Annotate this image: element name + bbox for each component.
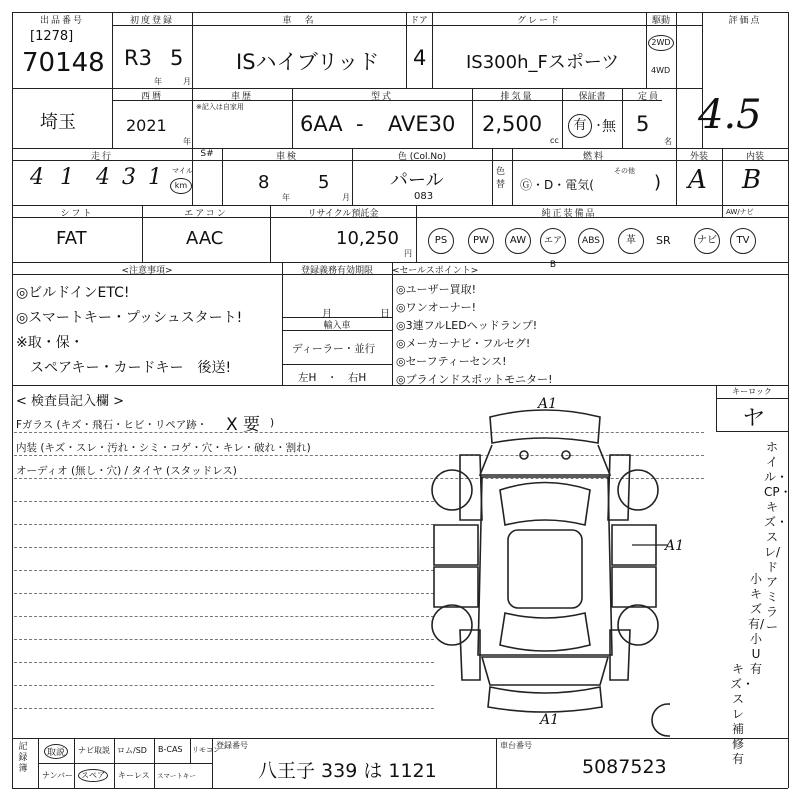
spare-key-item: スペア [78, 769, 108, 782]
recycle-amount: 10,250 [336, 228, 399, 249]
caution-item-2: ◎スマートキー・プッシュスタート! [16, 310, 243, 326]
exterior-grade: A [688, 165, 707, 195]
year-unit: 年 [154, 77, 162, 86]
warranty-label: 保証書 [578, 92, 606, 102]
equipment-aw: AW [505, 228, 531, 254]
equipment-navi: ナビ [694, 228, 720, 254]
keylock-label: キーロック [732, 387, 772, 396]
shaken-year: 8 [258, 172, 270, 193]
import-source: ディーラー・並行 [292, 343, 376, 355]
drive-label: 駆動 [651, 16, 670, 26]
equipment-leather: 革 [618, 228, 644, 254]
color-name: パール [390, 170, 444, 191]
month-unit: 月 [183, 77, 191, 86]
interior-label: 内装 [745, 152, 764, 162]
lot-label: 出品番号 [39, 16, 84, 26]
color-change: 色替 [496, 167, 506, 190]
caution-item-1: ◎ビルドインETC! [16, 285, 130, 301]
recycle-label: リサイクル預託金 [307, 209, 379, 219]
car-name-label: 車 名 [282, 16, 316, 26]
shaken-year-unit: 年 [282, 193, 290, 202]
mileage-label: 走行 [90, 152, 113, 162]
car-name: ISハイブリッド [236, 50, 380, 74]
side-note-2: 小キズ有/小U有 [748, 572, 765, 676]
displacement-label: 排気量 [500, 92, 534, 102]
mileage-digit-4: 3 [122, 165, 136, 190]
number-item: ナンバー [42, 771, 74, 780]
mileage-digit-5: 1 [148, 165, 162, 190]
footer-side-label: 記録簿 [18, 742, 28, 774]
remote-item: リモコン [192, 746, 220, 754]
capacity-unit: 名 [664, 137, 672, 146]
damage-mark-front: A1 [538, 396, 558, 412]
region: 埼玉 [40, 112, 76, 133]
warranty-yes: 有 [568, 114, 592, 138]
grade-label: グレード [516, 16, 561, 26]
score-value: 4.5 [698, 92, 762, 138]
inspection-glass-end: ) [270, 417, 275, 429]
western-year-label: 西暦 [140, 92, 163, 102]
registration-month: 月 [322, 309, 332, 320]
plate-number: 八王子 339 は 1121 [258, 760, 437, 782]
model-label: 型式 [370, 92, 393, 102]
sales-item-2: ◎ワンオーナー! [396, 301, 477, 314]
first-reg-month: 5 [170, 46, 184, 70]
warranty-separator: ・ [593, 119, 604, 132]
color-number: 083 [414, 191, 434, 202]
displacement: 2,500 [482, 112, 543, 136]
shaken-month-unit: 月 [342, 193, 350, 202]
displacement-unit: cc [550, 136, 559, 145]
capacity-label: 定員 [637, 92, 660, 102]
handle-side: 左H ・ 右H [298, 372, 367, 384]
warranty-no: 無 [602, 119, 616, 135]
damage-mark-right: A1 [665, 538, 685, 554]
equipment-tv: TV [730, 228, 756, 254]
manual-item: 取説 [44, 744, 68, 759]
shaken-month: 5 [318, 172, 330, 193]
shift: FAT [56, 228, 87, 249]
equipment-ps: PS [428, 228, 454, 254]
first-reg-era: R3 [124, 46, 152, 70]
keyless-item: キーレス [118, 771, 150, 780]
sales-label: <セールスポイント> [392, 266, 479, 276]
mileage-unit-mile: マイル [172, 167, 193, 175]
drive-2wd: 2WD [648, 35, 674, 51]
sales-item-3: ◎3連フルLEDヘッドランプ! [396, 319, 538, 332]
inspection-glass: Fガラス (キズ・飛石・ヒビ・リペア跡・ [16, 419, 208, 431]
chassis-label: 車台番号 [500, 741, 532, 750]
lot-number: 70148 [22, 48, 105, 78]
score-label: 評価点 [728, 16, 762, 26]
mileage-unit-km: km [170, 178, 192, 194]
mileage-digit-3: 4 [96, 165, 110, 190]
side-note-3: キズ・スレ補修有 [730, 662, 755, 766]
lot-sub-number: [1278] [30, 29, 74, 44]
damage-mark-rear: A1 [540, 712, 560, 728]
mileage-digit-1: 4 [30, 165, 44, 190]
equipment-pw: PW [468, 228, 494, 254]
equipment-extra-label: AW/ナビ [726, 208, 754, 216]
registration-day: 日 [380, 309, 390, 320]
door-label: ドア [410, 16, 428, 26]
western-year: 2021 [126, 116, 167, 135]
smartkey-item: スマートキー [157, 772, 196, 780]
import-label: 輸入車 [323, 321, 351, 331]
interior-grade: B [742, 165, 762, 195]
grade: IS300h_Fスポーツ [466, 52, 620, 73]
car-damage-diagram [420, 395, 670, 740]
first-reg-label: 初度登録 [129, 16, 174, 26]
exterior-label: 外装 [689, 152, 708, 162]
sn-label: S# [200, 149, 214, 159]
sales-item-6: ◎ブラインドスポットモニター! [396, 373, 553, 386]
chassis-number: 5087523 [582, 756, 667, 778]
caution-item-3: ※取・保・ [16, 335, 84, 351]
sales-item-4: ◎メーカーナビ・フルセグ! [396, 337, 531, 350]
history-note: ※記入は自家用 [196, 103, 244, 111]
model-prefix: 6AA [300, 112, 343, 136]
color-label: 色 (Col.No) [397, 152, 447, 162]
inspection-audio-tire: オーディオ (無し・穴) / タイヤ (スタッドレス) [16, 465, 237, 477]
ac-label: エアコン [184, 209, 228, 219]
mileage-digit-2: 1 [60, 165, 74, 190]
drive-4wd: 4WD [651, 66, 671, 75]
plate-label: 登録番号 [216, 741, 248, 750]
model-dash: - [356, 112, 364, 136]
inspection-interior: 内装 (キズ・スレ・汚れ・シミ・コゲ・穴・キレ・破れ・割れ) [16, 442, 311, 454]
keylock-value: ヤ [740, 406, 763, 431]
caution-item-4: スペアキー・カードキー 後送! [16, 360, 232, 376]
history-label: 車歴 [230, 92, 253, 102]
registration-label: 登録義務有効期限 [300, 266, 373, 276]
fuel-label: 燃料 [582, 152, 605, 162]
equipment-airbag: エアB [540, 228, 566, 254]
bcas-item: B-CAS [158, 745, 183, 754]
model-code: AVE30 [388, 112, 456, 136]
western-year-unit: 年 [183, 137, 191, 146]
caution-label: <注意事項> [121, 266, 173, 276]
shaken-label: 車検 [275, 152, 298, 162]
sales-item-5: ◎セーフティーセンス! [396, 355, 507, 368]
equipment-label: 純正装備品 [541, 209, 597, 219]
door-count: 4 [413, 46, 427, 70]
ac: AAC [186, 228, 224, 249]
inspection-glass-mark: X 要 [226, 415, 261, 435]
equipment-sr: SR [656, 234, 671, 247]
equipment-abs: ABS [578, 228, 604, 254]
side-note-1: ホイル・CP・キズ・スレ/ドアミラー [764, 440, 792, 634]
recycle-unit: 円 [404, 249, 412, 258]
shift-label: シフト [60, 209, 94, 219]
fuel-options: Ⓖ・D・電気( [520, 178, 594, 192]
capacity: 5 [636, 112, 650, 136]
fuel-close: ) [654, 172, 662, 193]
rom-sd-item: ロム/SD [117, 746, 147, 755]
fuel-other: その他 [614, 167, 635, 175]
inspection-title: < 検査員記入欄 > [16, 394, 125, 409]
sales-item-1: ◎ユーザー買取! [396, 283, 477, 296]
navi-manual-item: ナビ取説 [78, 746, 110, 755]
